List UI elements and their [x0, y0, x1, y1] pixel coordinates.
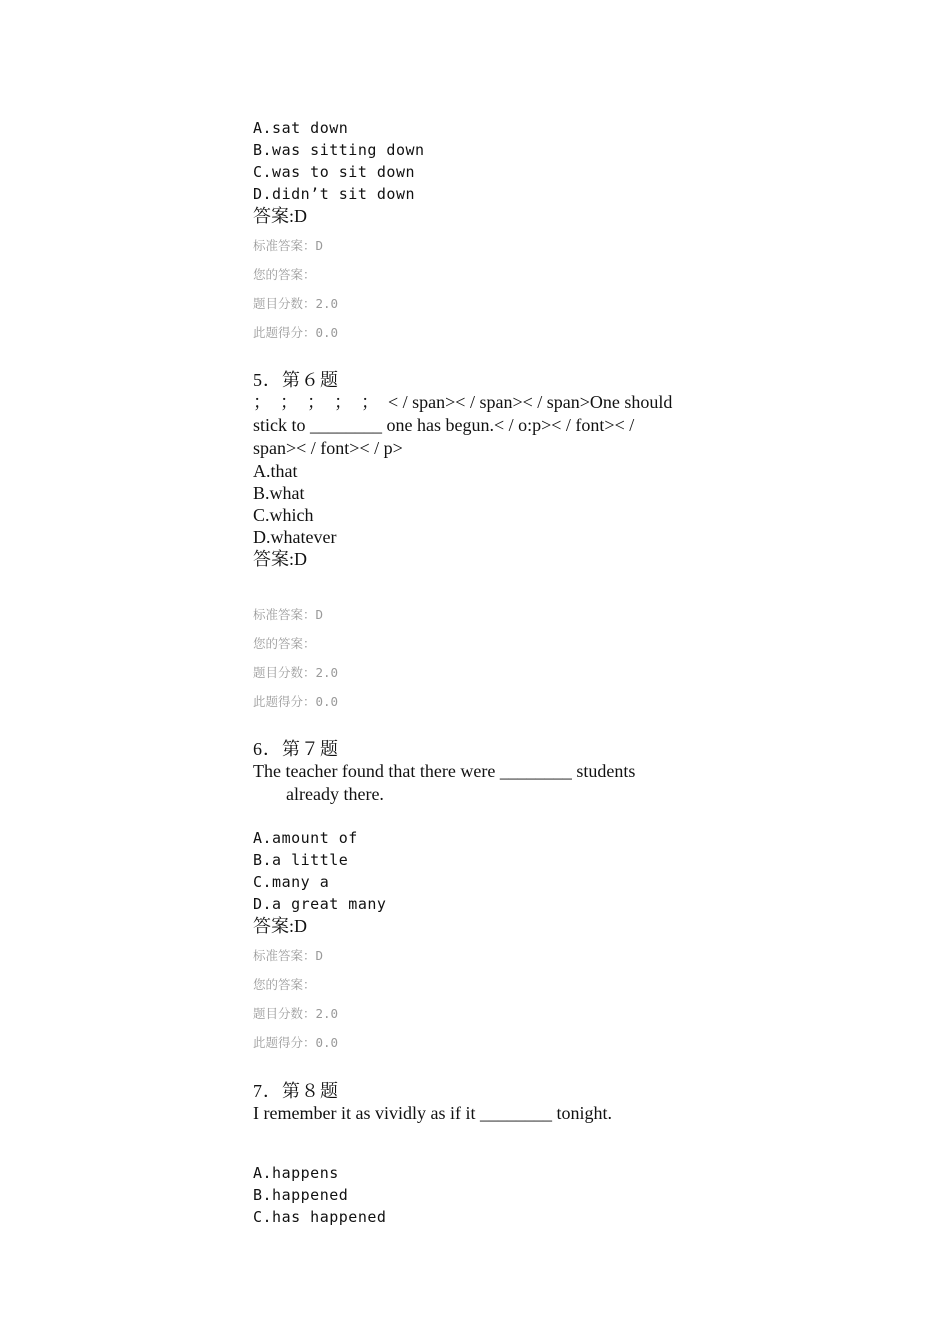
- your-answer: 您的答案：: [253, 636, 316, 651]
- standard-answer: 标准答案：D: [253, 607, 324, 622]
- question-5-meta: [253, 600, 713, 716]
- your-answer: 您的答案：: [253, 977, 316, 992]
- option-b: B.a little: [253, 851, 349, 869]
- option-b: B.what: [253, 483, 305, 503]
- question-6: [253, 738, 713, 806]
- answer-line: 答案:D: [253, 206, 307, 226]
- question-score: 题目分数：2.0: [253, 1006, 339, 1021]
- option-d: D.a great many: [253, 895, 387, 913]
- question-score: 题目分数：2.0: [253, 665, 339, 680]
- option-b: B.was sitting down: [253, 141, 425, 159]
- question-6-options: [253, 827, 713, 938]
- option-d: D.didn’t sit down: [253, 185, 416, 203]
- earned-score: 此题得分：0.0: [253, 1035, 339, 1050]
- option-a: A.happens: [253, 1164, 339, 1182]
- option-a: A.amount of: [253, 829, 358, 847]
- question-text-line: I remember it as vividly as if it ________ tonight.: [253, 1103, 612, 1123]
- option-c: C.was to sit down: [253, 163, 416, 181]
- question-heading: 6．第７题: [253, 739, 339, 759]
- question-score: 题目分数：2.0: [253, 296, 339, 311]
- option-a: A.sat down: [253, 119, 349, 137]
- earned-score: 此题得分：0.0: [253, 325, 339, 340]
- question-text-line: ； ； ； ； ； < / span>< / span>< / span>One should: [253, 392, 673, 412]
- standard-answer: 标准答案：D: [253, 238, 324, 253]
- answer-line: 答案:D: [253, 549, 307, 569]
- option-c: C.many a: [253, 873, 330, 891]
- earned-score: 此题得分：0.0: [253, 694, 339, 709]
- option-c: C.which: [253, 505, 314, 525]
- question-6-meta: [253, 941, 713, 1057]
- question-text-line: span>< / font>< / p>: [253, 438, 403, 458]
- question-text-line: already there.: [286, 784, 384, 804]
- standard-answer: 标准答案：D: [253, 948, 324, 963]
- question-text-line: stick to ________ one has begun.< / o:p>< / font>< /: [253, 415, 635, 435]
- answer-line: 答案:D: [253, 916, 307, 936]
- option-a: A.that: [253, 461, 298, 481]
- question-4-meta: [253, 231, 713, 347]
- option-d: D.whatever: [253, 527, 337, 547]
- question-heading: 7．第８题: [253, 1081, 339, 1101]
- your-answer: 您的答案：: [253, 267, 316, 282]
- question-5: [253, 369, 713, 571]
- option-c: C.has happened: [253, 1208, 387, 1226]
- question-7-options: [253, 1162, 713, 1228]
- question-heading: 5．第６题: [253, 370, 339, 390]
- option-b: B.happened: [253, 1186, 349, 1204]
- question-4: [253, 117, 713, 228]
- question-text-line: The teacher found that there were ________ students: [253, 761, 636, 781]
- question-7: [253, 1080, 713, 1125]
